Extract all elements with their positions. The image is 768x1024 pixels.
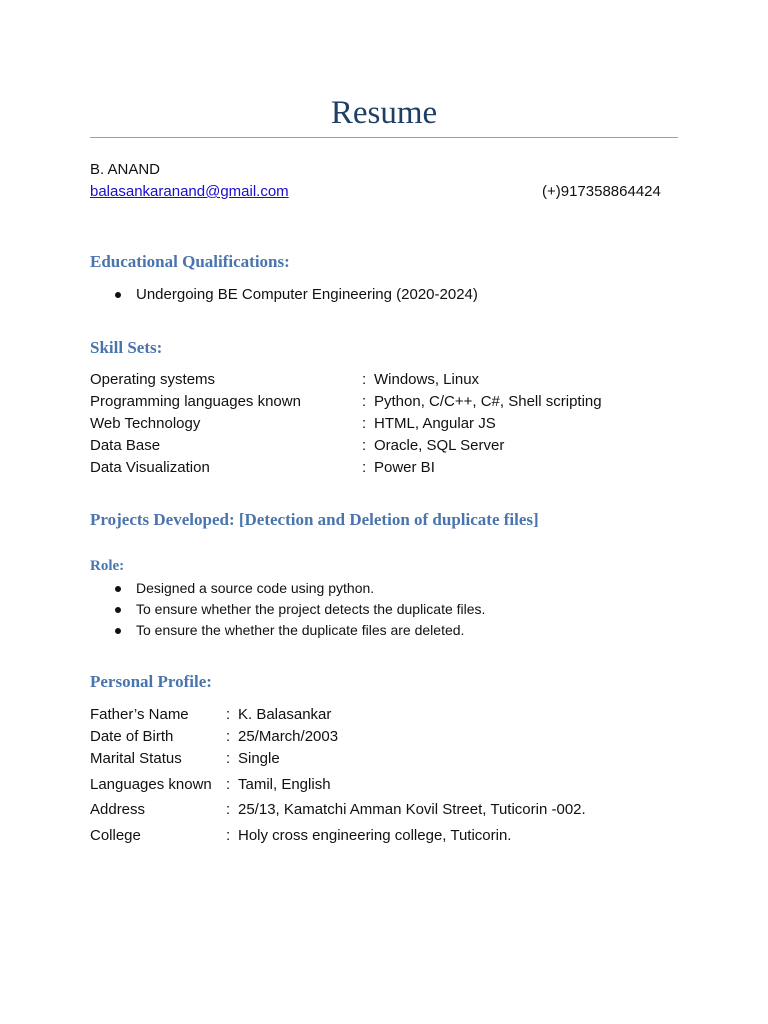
role-item xyxy=(90,599,485,620)
personal-heading: Personal Profile: xyxy=(90,672,212,691)
personal-value: 25/March/2003 xyxy=(238,728,339,745)
personal-label: Languages known xyxy=(90,775,212,793)
personal-value: Holy cross engineering college, Tuticorin. xyxy=(238,826,512,844)
personal-separator: : xyxy=(226,801,231,818)
role-list xyxy=(90,578,485,641)
personal-label: Father’s Name xyxy=(90,706,189,723)
skill-value: Oracle, SQL Server xyxy=(374,437,505,454)
bullet-icon xyxy=(115,607,121,613)
personal-label: Address xyxy=(90,801,146,818)
personal-separator: : xyxy=(226,775,231,793)
personal-value: Tamil, English xyxy=(238,775,331,793)
personal-value: K. Balasankar xyxy=(238,706,332,723)
personal-label: College xyxy=(90,826,141,844)
personal-separator: : xyxy=(226,826,231,844)
email-link[interactable]: balasankaranand@gmail.com xyxy=(90,183,289,200)
skill-separator: : xyxy=(362,437,367,454)
education-list xyxy=(90,285,478,305)
candidate-name: B. ANAND xyxy=(90,161,161,178)
skill-value: HTML, Angular JS xyxy=(374,415,496,432)
bullet-icon xyxy=(115,292,121,298)
projects-heading: Projects Developed: [Detection and Deletion of duplicate files] xyxy=(90,510,539,529)
personal-label: Date of Birth xyxy=(90,728,174,745)
education-item-text: Undergoing BE Computer Engineering (2020-2024) xyxy=(136,286,478,303)
bullet-icon xyxy=(115,586,121,592)
skill-separator: : xyxy=(362,459,367,476)
role-item xyxy=(90,620,485,641)
personal-value: 25/13, Kamatchi Amman Kovil Street, Tuticorin -002. xyxy=(238,801,586,818)
skill-value: Power BI xyxy=(374,459,435,476)
personal-separator: : xyxy=(226,750,231,767)
phone-number: (+)917358864424 xyxy=(542,183,661,200)
skill-label: Data Base xyxy=(90,437,161,454)
role-item xyxy=(90,578,485,599)
skill-value: Windows, Linux xyxy=(374,371,480,388)
page-title: Resume xyxy=(330,95,438,131)
skill-separator: : xyxy=(362,415,367,432)
role-heading: Role: xyxy=(90,558,125,574)
personal-separator: : xyxy=(226,706,231,723)
role-item-text: To ensure the whether the duplicate files are deleted. xyxy=(136,622,465,638)
education-heading: Educational Qualifications: xyxy=(90,252,290,271)
skills-heading: Skill Sets: xyxy=(90,338,163,357)
skill-value: Python, C/C++, C#, Shell scripting xyxy=(374,393,602,410)
personal-value: Single xyxy=(238,750,280,767)
skill-label: Web Technology xyxy=(90,415,201,432)
skill-separator: : xyxy=(362,393,367,410)
role-item-text: Designed a source code using python. xyxy=(136,580,375,596)
skill-separator: : xyxy=(362,371,367,388)
personal-label: Marital Status xyxy=(90,750,182,767)
title-divider xyxy=(90,137,678,138)
personal-separator: : xyxy=(226,728,231,745)
skill-label: Data Visualization xyxy=(90,459,210,476)
role-item-text: To ensure whether the project detects the duplicate files. xyxy=(136,601,486,617)
bullet-icon xyxy=(115,628,121,634)
skill-label: Programming languages known xyxy=(90,393,301,410)
education-item xyxy=(90,285,478,305)
skill-label: Operating systems xyxy=(90,371,216,388)
